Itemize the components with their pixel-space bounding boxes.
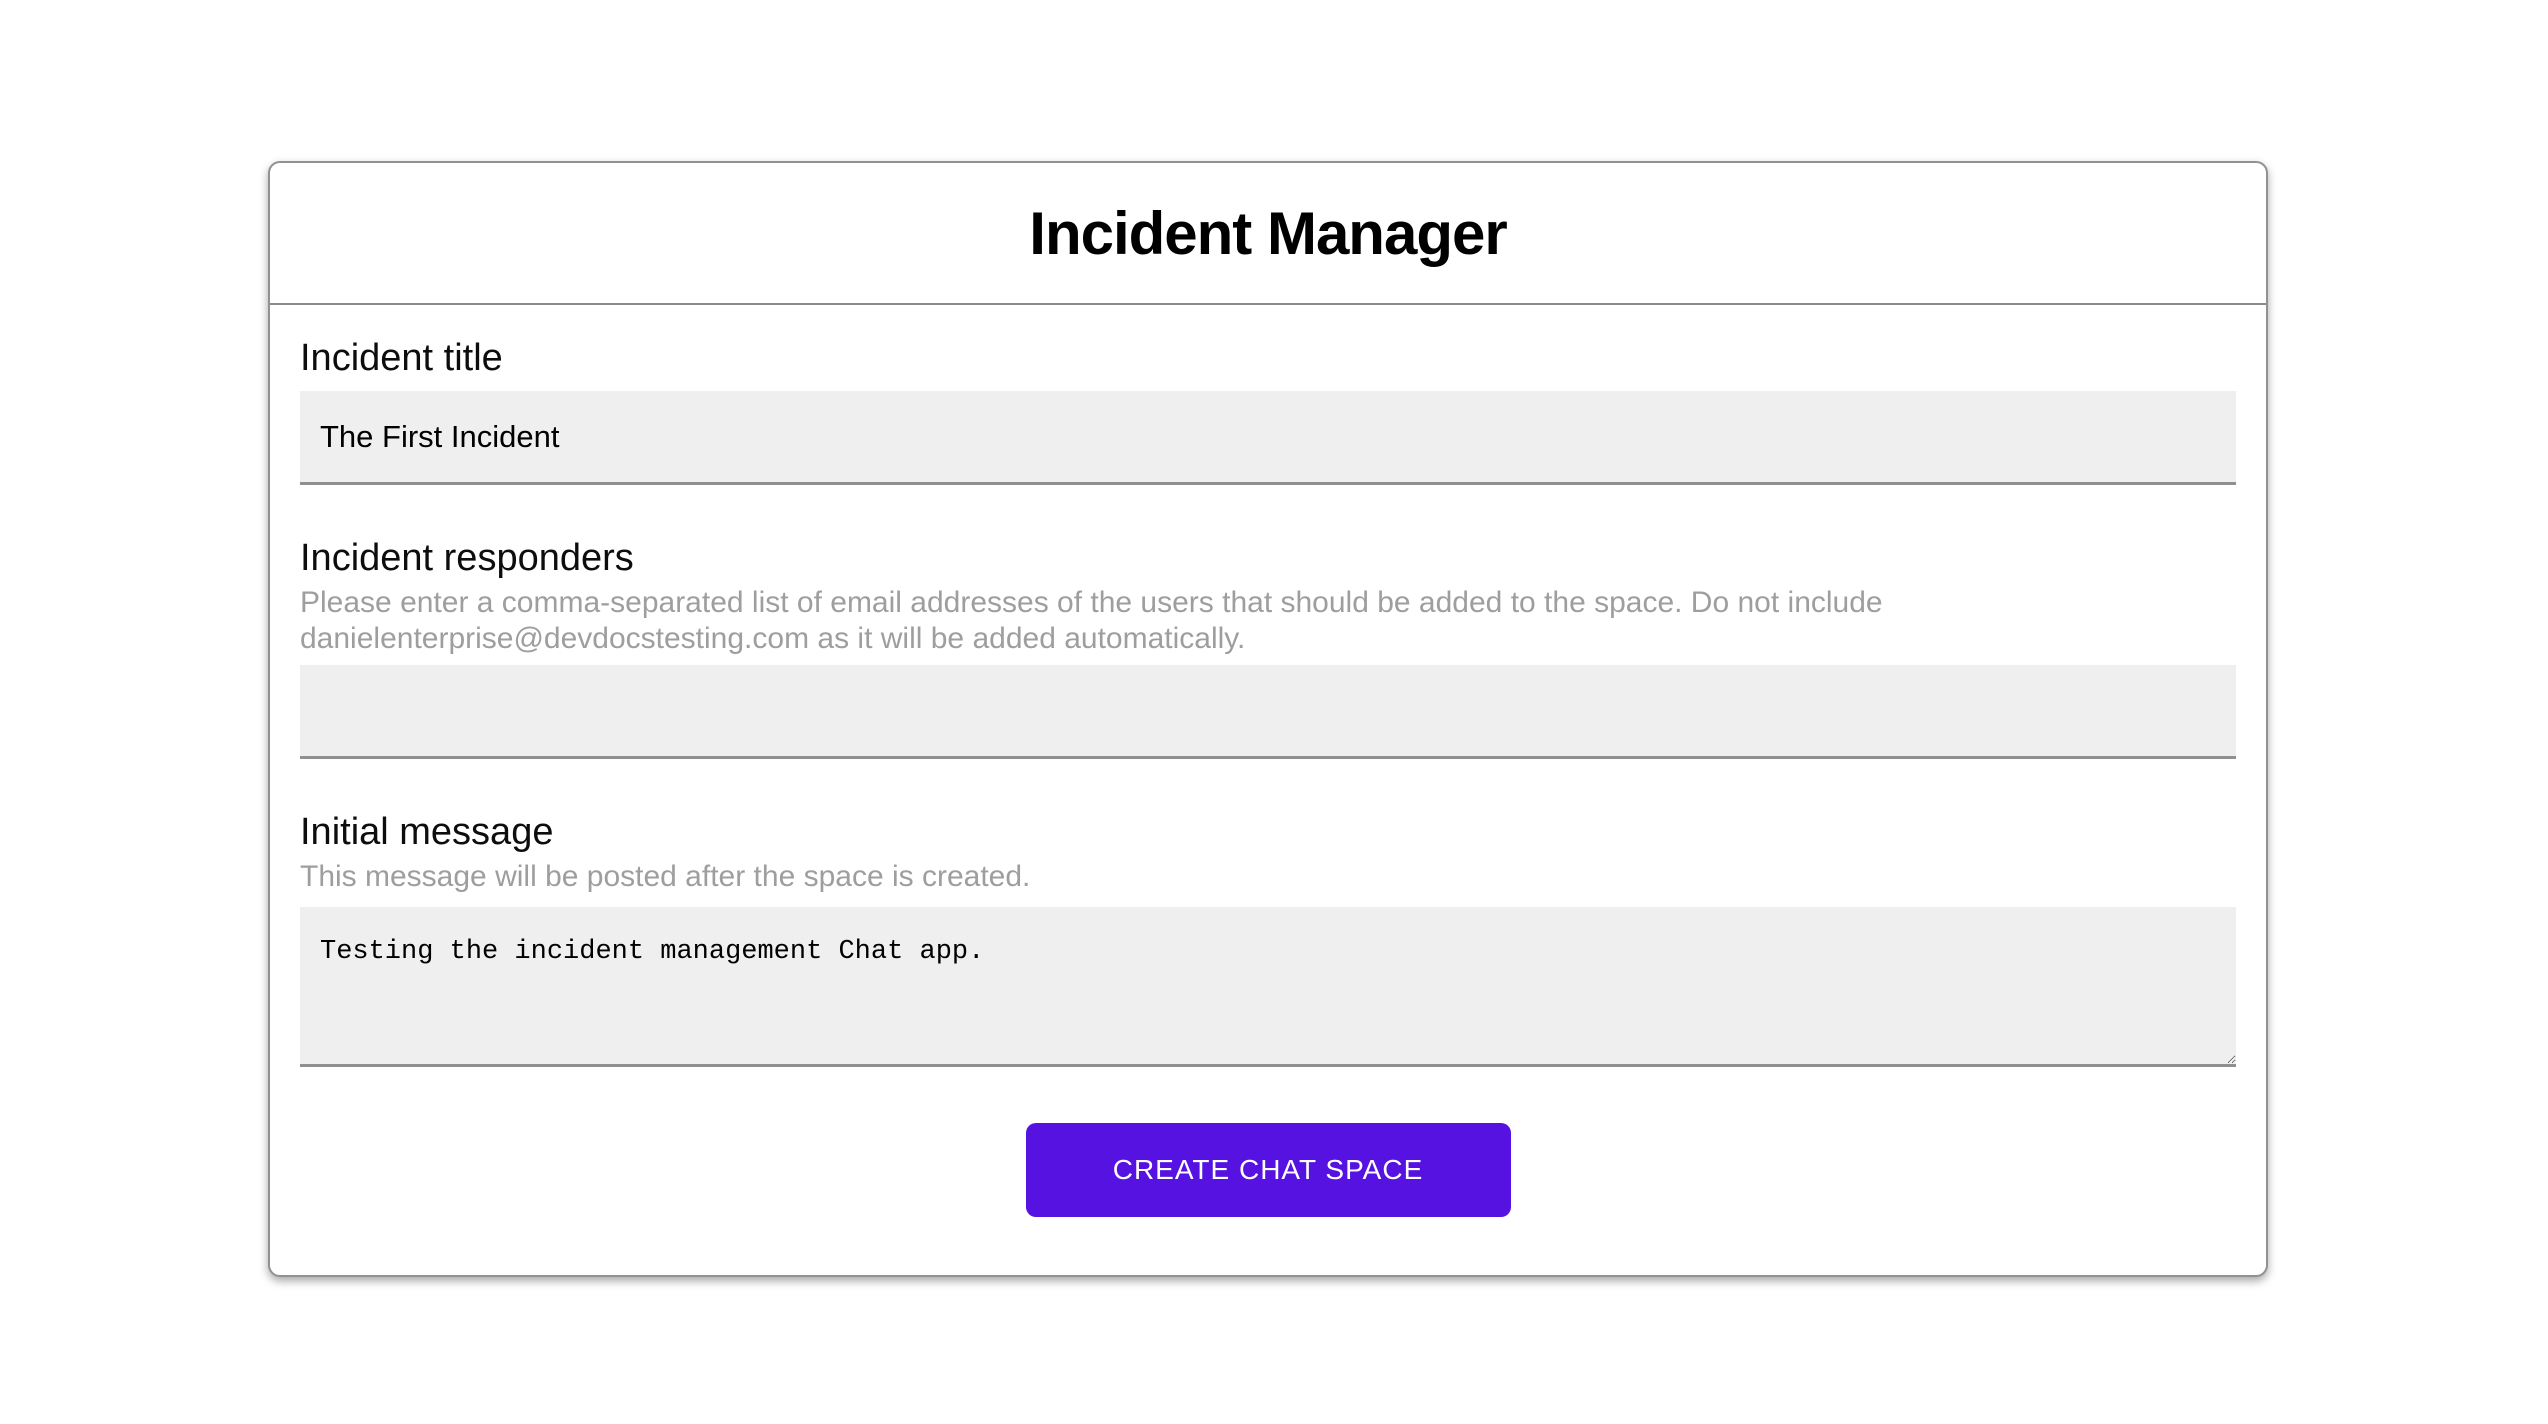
card-header: [270, 163, 2266, 305]
incident-form: [270, 335, 2266, 1217]
incident-responders-input[interactable]: [300, 665, 2236, 759]
initial-message-textarea[interactable]: [300, 907, 2236, 1067]
initial-message-label: Initial message: [300, 811, 554, 853]
incident-manager-card: [268, 161, 2268, 1277]
initial-message-helper: This message will be posted after the space is created.: [300, 860, 1031, 893]
incident-title-input[interactable]: [300, 391, 2236, 485]
incident-responders-label: Incident responders: [300, 537, 634, 579]
page-title: Incident Manager: [1029, 199, 1507, 267]
incident-title-label: Incident title: [300, 337, 503, 379]
incident-responders-helper: Please enter a comma-separated list of email addresses of the users that should be added to the space. Do not include danielenterprise@devdocstesting.com as it will be added automatically.: [300, 586, 1883, 655]
create-chat-space-button[interactable]: CREATE CHAT SPACE: [1026, 1123, 1511, 1217]
